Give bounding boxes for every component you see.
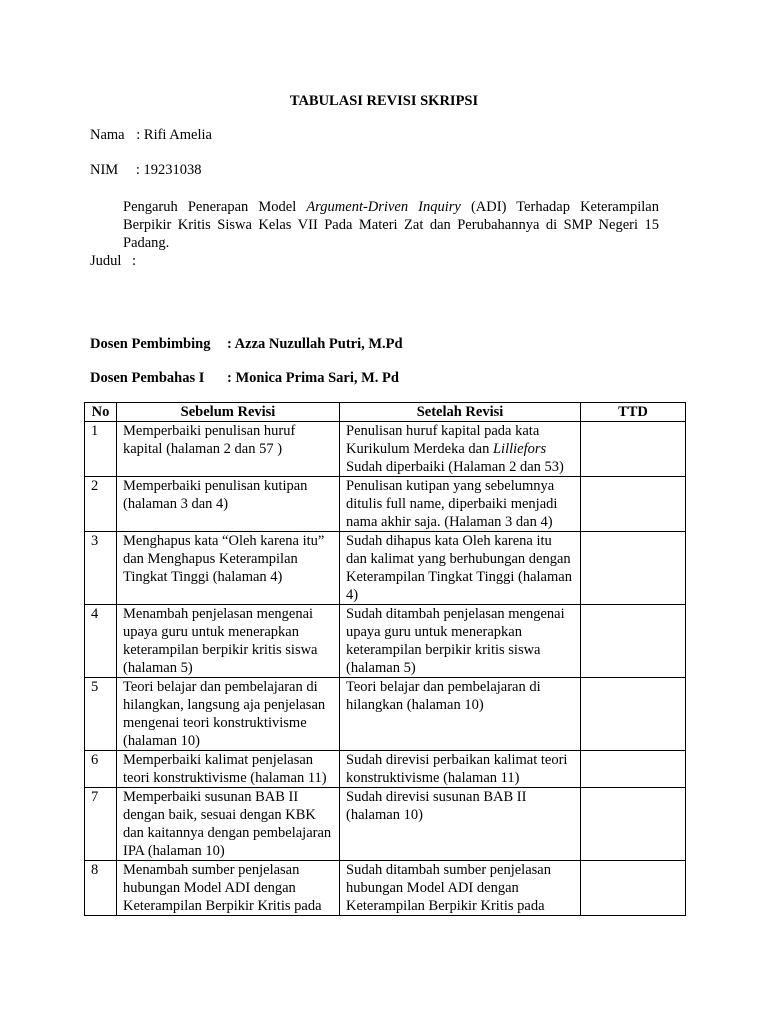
cell-setelah (340, 422, 581, 477)
cell-sebelum: Menambah penjelasan mengenai upaya guru untuk menerapkan keterampilan berpikir kritis siswa (halaman 5) (117, 605, 340, 678)
nama-separator: : (136, 127, 144, 143)
cell-setelah-text: Teori belajar dan pembelajaran di hilangkan (halaman 10) (346, 679, 541, 713)
dosen-pembahas-separator: : (227, 370, 236, 386)
dosen-pembimbing-separator: : (227, 336, 235, 352)
dosen-pembahas-label: Dosen Pembahas I (90, 370, 205, 386)
header-setelah-revisi: Setelah Revisi (340, 403, 581, 422)
cell-ttd (581, 605, 686, 678)
judul-text-part: (ADI) Terhadap Keterampilan Berpikir Kritis Siswa Kelas VII Pada Materi Zat dan Perubahannya di SMP Negeri 15 Padang. (123, 199, 659, 251)
cell-no: 7 (85, 788, 117, 861)
cell-sebelum: Memperbaiki penulisan kutipan (halaman 3 dan 4) (117, 477, 340, 532)
cell-setelah-italic: Lilliefors (492, 441, 547, 457)
cell-setelah-text: Sudah direvisi susunan BAB II (halaman 10) (346, 789, 527, 823)
table-row (85, 477, 686, 532)
cell-ttd (581, 861, 686, 916)
dosen-pembahas-value: Monica Prima Sari, M. Pd (235, 370, 399, 386)
cell-no: 5 (85, 678, 117, 751)
cell-ttd (581, 532, 686, 605)
cell-no: 1 (85, 422, 117, 477)
cell-setelah (340, 605, 581, 678)
cell-ttd (581, 678, 686, 751)
table-row (85, 788, 686, 861)
cell-no: 6 (85, 751, 117, 788)
nim-label: NIM (90, 162, 119, 178)
table-row (85, 532, 686, 605)
header-sebelum-revisi: Sebelum Revisi (117, 403, 340, 422)
judul-separator: : (132, 253, 137, 269)
cell-ttd (581, 477, 686, 532)
table-row (85, 678, 686, 751)
revision-table (84, 402, 686, 916)
header-no: No (85, 403, 117, 422)
cell-setelah-text: Sudah ditambah sumber penjelasan hubungan Model ADI dengan Keterampilan Berpikir Kritis pada (346, 862, 551, 914)
cell-setelah (340, 751, 581, 788)
table-row (85, 751, 686, 788)
cell-ttd (581, 751, 686, 788)
nim-value: 19231038 (143, 162, 202, 178)
cell-setelah-text: Sudah dihapus kata Oleh karena itu dan kalimat yang berhubungan dengan Keterampilan Tingkat Tinggi (halaman 4) (346, 533, 572, 603)
table-header-row (85, 403, 686, 422)
cell-setelah-text: Sudah ditambah penjelasan mengenai upaya guru untuk menerapkan keterampilan berpikir kritis siswa (halaman 5) (346, 606, 565, 676)
cell-no: 3 (85, 532, 117, 605)
cell-setelah (340, 532, 581, 605)
cell-setelah (340, 477, 581, 532)
cell-setelah-text: Penulisan huruf kapital pada kata Kurikulum Merdeka dan (346, 423, 540, 457)
table-row (85, 605, 686, 678)
table-row (85, 861, 686, 916)
cell-sebelum: Menambah sumber penjelasan hubungan Model ADI dengan Keterampilan Berpikir Kritis pada (117, 861, 340, 916)
document-title: TABULASI REVISI SKRIPSI (289, 93, 479, 109)
cell-no: 4 (85, 605, 117, 678)
nim-separator: : (135, 162, 144, 178)
cell-sebelum: Memperbaiki susunan BAB II dengan baik, sesuai dengan KBK dan kaitannya dengan pembelajaran IPA (halaman 10) (117, 788, 340, 861)
table-row (85, 422, 686, 477)
cell-setelah-text: Penulisan kutipan yang sebelumnya ditulis full name, diperbaiki menjadi nama akhir saja. (Halaman 3 dan 4) (346, 478, 558, 530)
header-ttd: TTD (581, 403, 686, 422)
cell-setelah-text: Sudah direvisi perbaikan kalimat teori konstruktivisme (halaman 11) (346, 752, 568, 786)
judul-text-part: Pengaruh Penerapan Model (123, 199, 307, 215)
nama-value: Rifi Amelia (143, 127, 212, 143)
judul-label: Judul (90, 253, 122, 269)
cell-sebelum: Teori belajar dan pembelajaran di hilangkan, langsung aja penjelasan mengenai teori konstruktivisme (halaman 10) (117, 678, 340, 751)
cell-ttd (581, 788, 686, 861)
cell-ttd (581, 422, 686, 477)
cell-no: 8 (85, 861, 117, 916)
cell-sebelum: Memperbaiki penulisan huruf kapital (halaman 2 dan 57 ) (117, 422, 340, 477)
cell-setelah-text: Sudah diperbaiki (Halaman 2 dan 53) (346, 459, 564, 475)
dosen-pembimbing-label: Dosen Pembimbing (90, 336, 211, 352)
cell-sebelum: Memperbaiki kalimat penjelasan teori konstruktivisme (halaman 11) (117, 751, 340, 788)
judul-text-italic: Argument-Driven Inquiry (306, 199, 461, 215)
cell-no: 2 (85, 477, 117, 532)
cell-setelah (340, 861, 581, 916)
cell-setelah (340, 678, 581, 751)
dosen-pembimbing-value: Azza Nuzullah Putri, M.Pd (234, 336, 403, 352)
cell-sebelum: Menghapus kata “Oleh karena itu” dan Menghapus Keterampilan Tingkat Tinggi (halaman 4) (117, 532, 340, 605)
cell-setelah (340, 788, 581, 861)
nama-label: Nama (90, 127, 125, 143)
